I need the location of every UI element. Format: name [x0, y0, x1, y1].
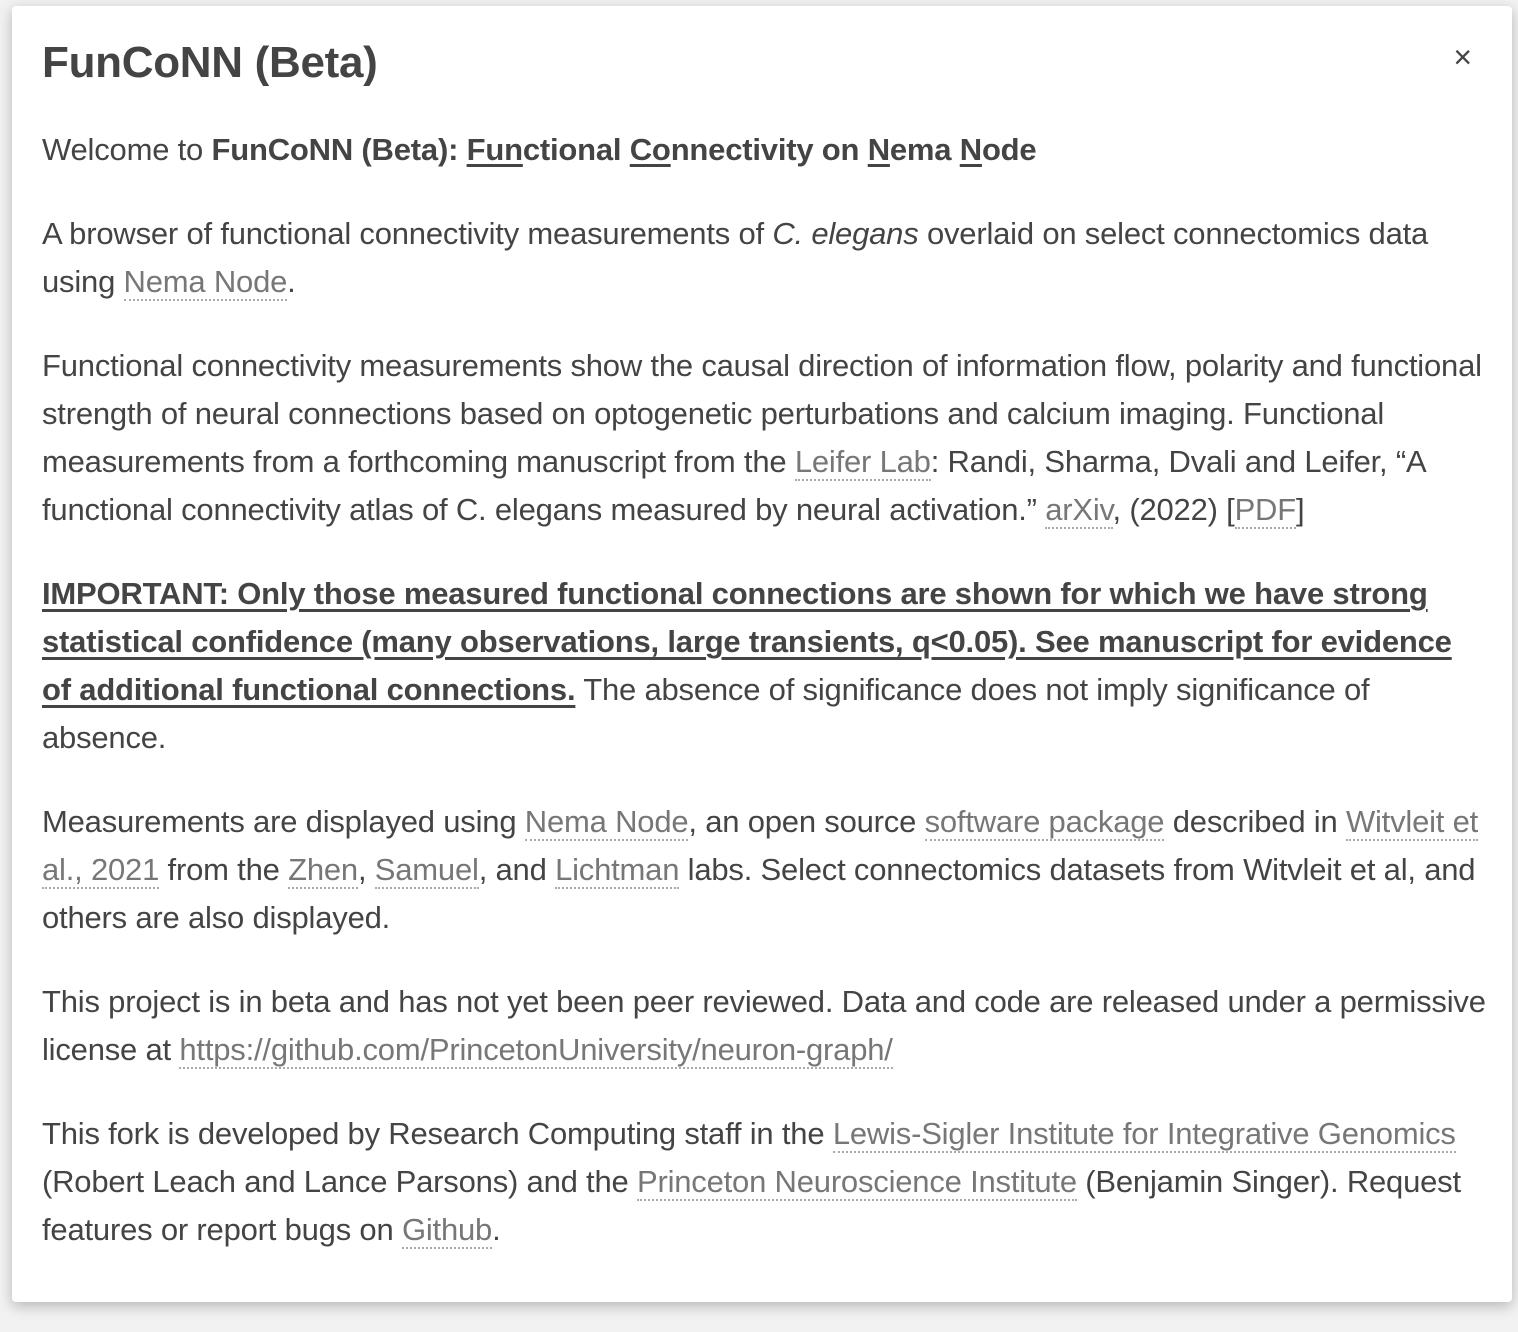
- text: Welcome to: [42, 132, 212, 167]
- paragraph: [42, 1110, 1488, 1254]
- link[interactable]: Zhen: [288, 852, 358, 887]
- link[interactable]: PDF: [1234, 492, 1296, 527]
- paragraph: [42, 978, 1488, 1074]
- link[interactable]: Nema Node: [524, 804, 689, 839]
- link[interactable]: software package: [924, 804, 1165, 839]
- bold-text: ode: [981, 132, 1037, 167]
- text: This project is in beta and has not yet been peer reviewed. Data and code are released under a permissive license at: [42, 984, 1486, 1067]
- bold-text: ema: [889, 132, 960, 167]
- text: Measurements are displayed using: [42, 804, 525, 839]
- bold-text: FunCoNN (Beta):: [211, 132, 467, 167]
- link[interactable]: arXiv: [1045, 492, 1113, 527]
- acronym-letters: N: [959, 132, 982, 167]
- link[interactable]: Leifer Lab: [794, 444, 931, 479]
- text: described in: [1164, 804, 1346, 839]
- text: overlaid on select connectomics data using: [42, 216, 1429, 299]
- paragraph: [42, 798, 1488, 942]
- paragraph: [42, 210, 1488, 306]
- modal-body: [42, 126, 1488, 1290]
- acronym-letters: Co: [629, 132, 671, 167]
- paragraph: [42, 126, 1488, 174]
- text: labs. Select connectomics datasets from Witvleit et al, and others are also displayed.: [42, 852, 1476, 935]
- paragraph: [42, 570, 1488, 762]
- text: , and: [478, 852, 556, 887]
- paragraph: [42, 342, 1488, 534]
- acronym-letters: Fun: [466, 132, 523, 167]
- text: , an open source: [688, 804, 925, 839]
- text: .: [287, 264, 296, 299]
- text: , (2022) [: [1112, 492, 1235, 527]
- link[interactable]: Nema Node: [123, 264, 288, 299]
- link[interactable]: Samuel: [374, 852, 479, 887]
- bold-text: ctional: [522, 132, 630, 167]
- bold-text: nnectivity on: [670, 132, 868, 167]
- text: .: [492, 1212, 501, 1247]
- text: : Randi, Sharma, Dvali and Leifer, “A functional connectivity atlas of C. elegans measured by neural activation.”: [42, 444, 1425, 527]
- link[interactable]: Lichtman: [555, 852, 680, 887]
- text: The absence of significance does not imply significance of absence.: [42, 672, 1370, 755]
- acronym-letters: N: [867, 132, 890, 167]
- modal-title: FunCoNN (Beta): [42, 38, 378, 87]
- text: (Benjamin Singer). Request features or report bugs on: [42, 1164, 1461, 1247]
- text: from the: [159, 852, 289, 887]
- text: ]: [1295, 492, 1305, 527]
- about-modal: [12, 6, 1512, 1302]
- link[interactable]: Lewis-Sigler Institute for Integrative Genomics: [832, 1116, 1456, 1151]
- important-notice: IMPORTANT: Only those measured functional connections are shown for which we have strong statistical confidence (many observations, large transients, q<0.05). See manuscript for evidence of additional functional connections.: [42, 576, 1452, 707]
- close-button[interactable]: ×: [1447, 40, 1478, 74]
- link[interactable]: Github: [401, 1212, 493, 1247]
- link[interactable]: Witvleit et al., 2021: [42, 804, 1479, 887]
- text: This fork is developed by Research Computing staff in the: [42, 1116, 833, 1151]
- link[interactable]: Princeton Neuroscience Institute: [636, 1164, 1077, 1199]
- text: (Robert Leach and Lance Parsons) and the: [42, 1164, 637, 1199]
- text: Functional connectivity measurements show the causal direction of information flow, polarity and functional strength of neural connections based on optogenetic perturbations and calcium imaging. Functional measurements from a forthcoming manuscript from the: [42, 348, 1482, 479]
- text: A browser of functional connectivity measurements of: [42, 216, 773, 251]
- text: ,: [357, 852, 375, 887]
- link[interactable]: https://github.com/PrincetonUniversity/neuron-graph/: [179, 1032, 893, 1067]
- italic-text: C. elegans: [772, 216, 919, 251]
